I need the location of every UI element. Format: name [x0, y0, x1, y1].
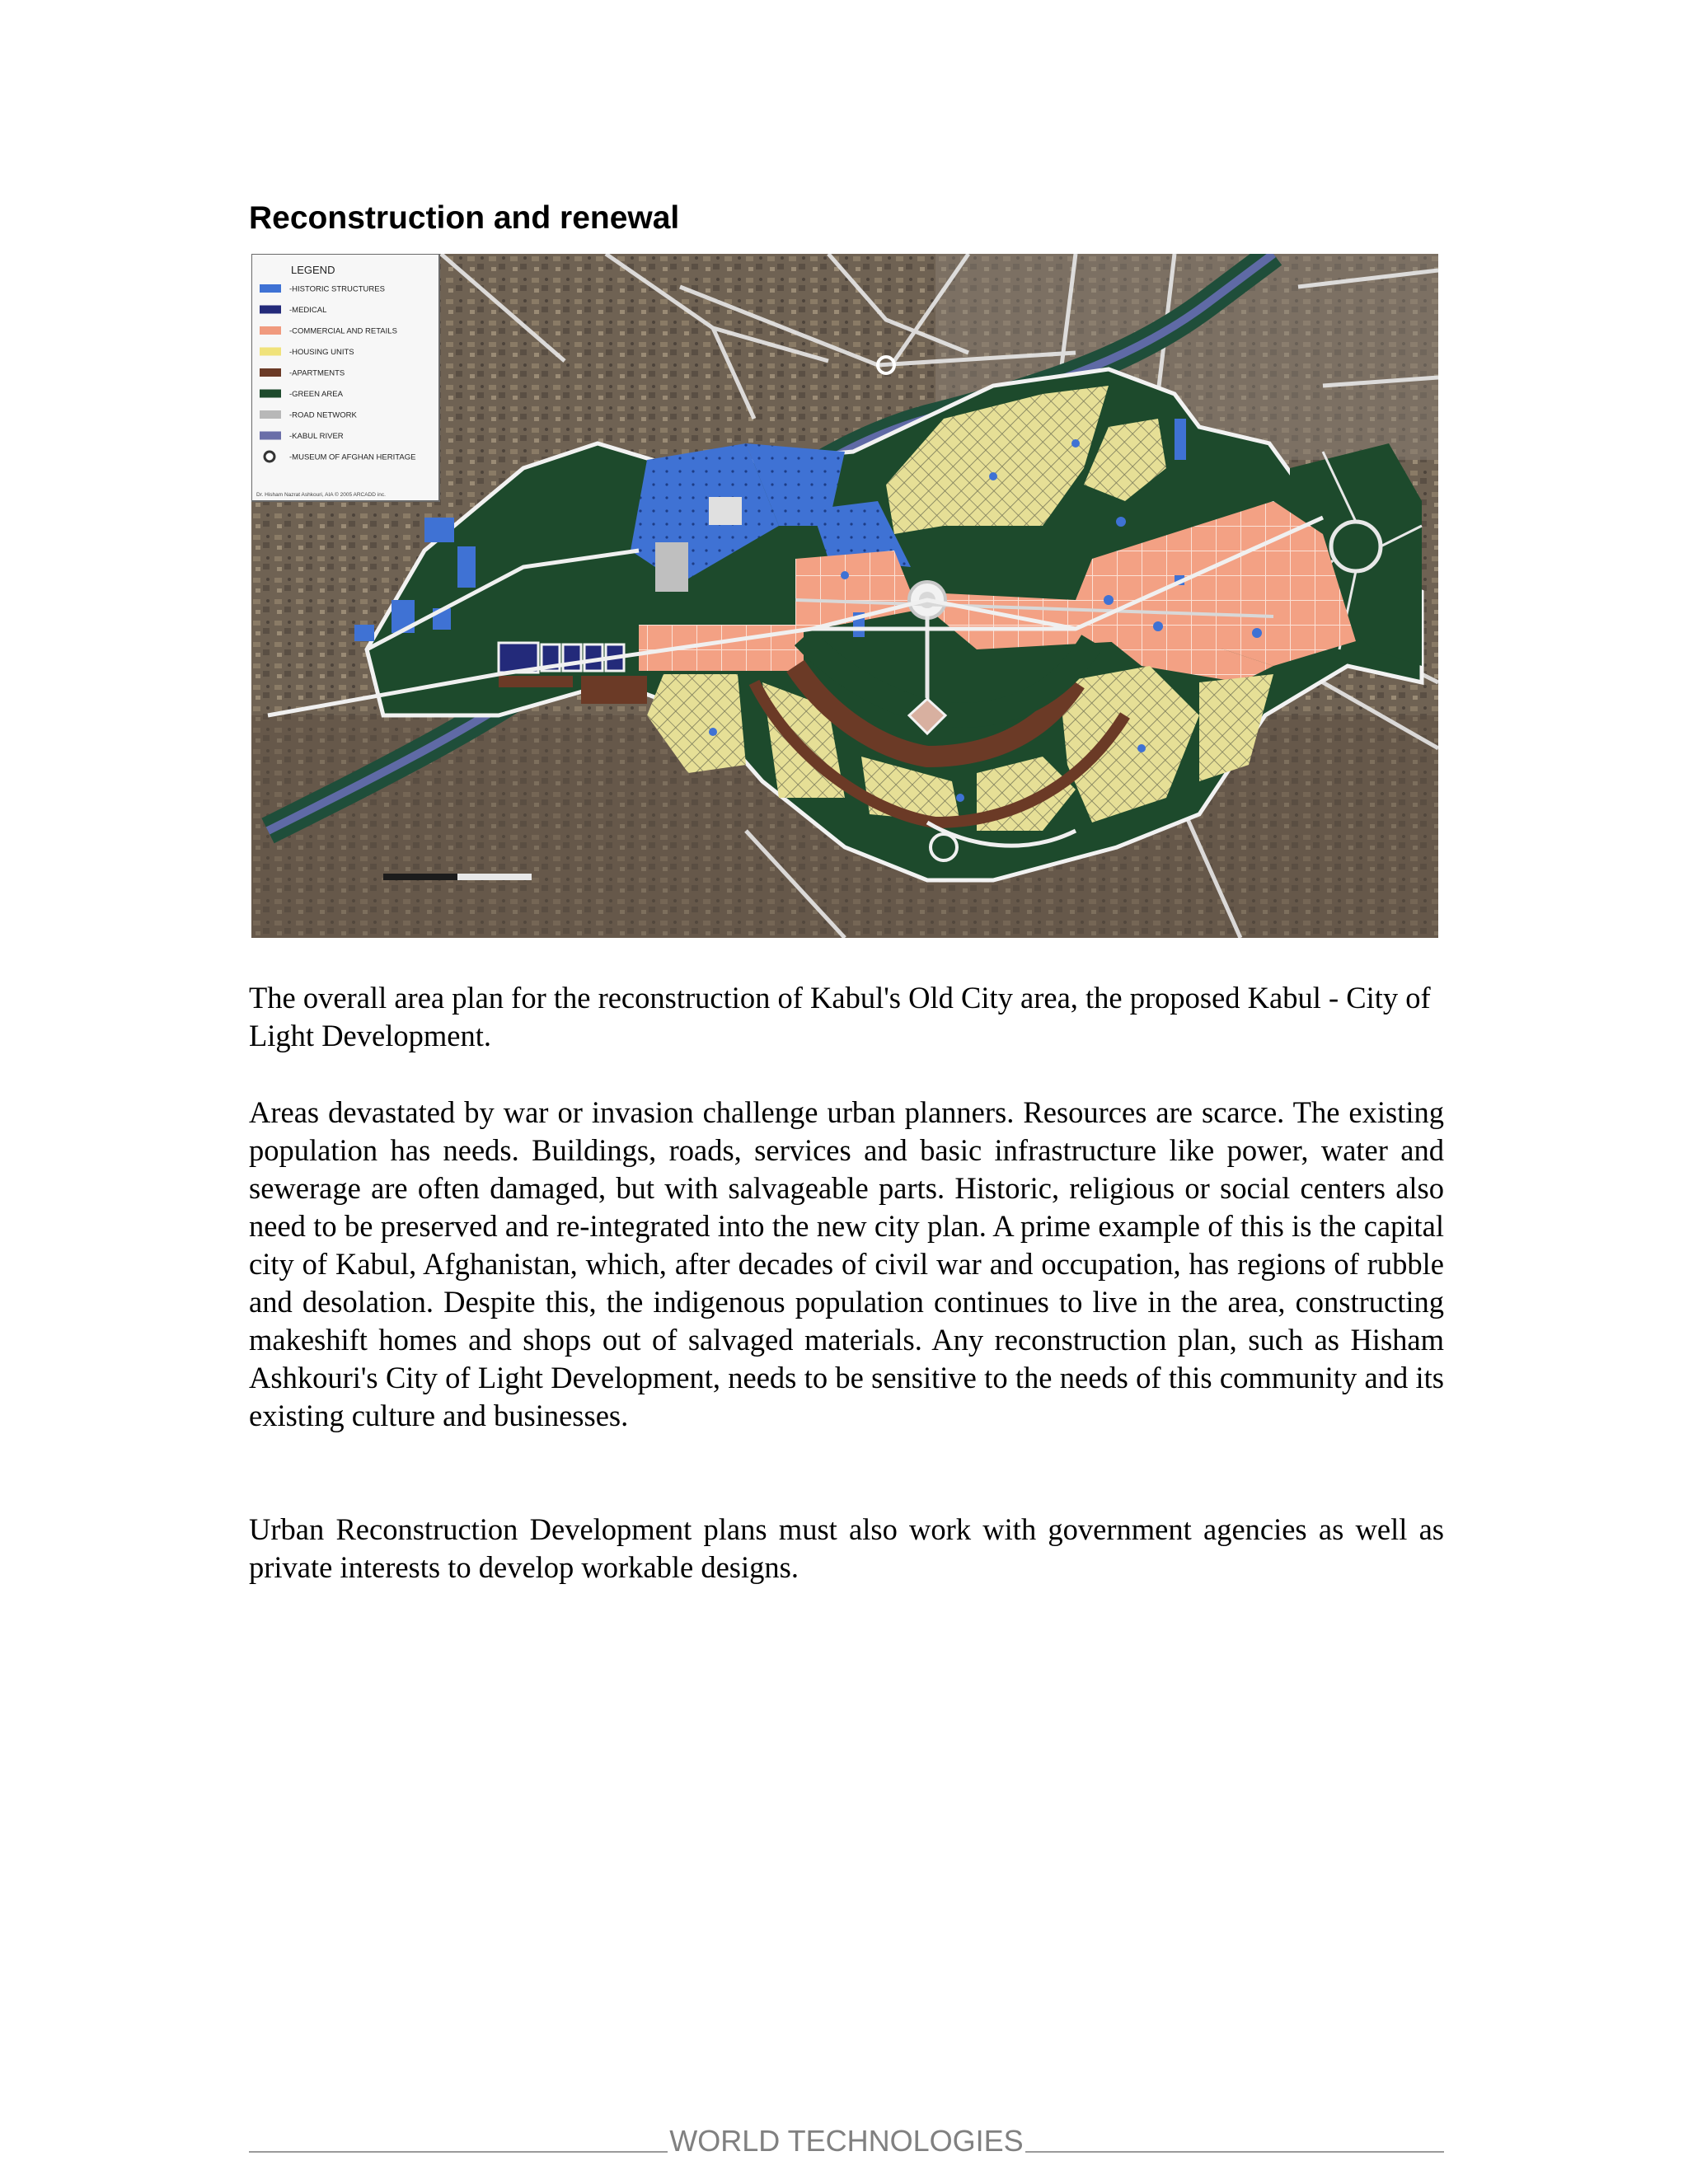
- legend-swatch: [260, 326, 281, 335]
- legend-label: -APARTMENTS: [289, 368, 345, 378]
- footer-text: WORLD TECHNOLOGIES: [669, 2124, 1024, 2158]
- body-paragraph: Areas devastated by war or invasion challenge urban planners. Resources are scarce. The existing population has needs. Buildings, roads, services and basic infrastructure like power, water and sewerage are often damaged, but with salvageable parts. Historic, religious or social centers also need to be preserved and re-integrated into the new city plan. A prime example of this is the capital city of Kabul, Afghanistan, which, after decades of civil war and occupation, has regions of rubble and desolation. Despite this, the indigenous population continues to live in the area, constructing makeshift homes and shops out of salvaged materials. Any reconstruction plan, such as Hisham Ashkouri's City of Light Development, needs to be sensitive to the needs of this community and its existing culture and businesses.: [249, 1095, 1444, 1432]
- legend-swatch: [260, 390, 281, 398]
- legend-item: [260, 410, 357, 420]
- legend-item: [260, 432, 344, 442]
- legend-label: -GREEN AREA: [289, 390, 343, 399]
- legend-item: [260, 390, 344, 400]
- section-heading: Reconstruction and renewal: [249, 200, 680, 236]
- legend-credit: Dr. Hisham Nazrat Ashkouri, AIA © 2005 ARCADD inc.: [256, 492, 386, 498]
- legend-swatch: [260, 348, 281, 356]
- legend-label: -MUSEUM OF AFGHAN HERITAGE: [289, 452, 416, 462]
- footer-rule-right: [1025, 2151, 1444, 2153]
- legend-swatch: [265, 452, 274, 462]
- legend-item: [260, 368, 345, 378]
- body-paragraph: Urban Reconstruction Development plans must also work with government agencies as well as private interests to develop workable designs.: [249, 1512, 1444, 1584]
- kabul-city-plan-map: [251, 254, 1438, 938]
- legend-swatch: [260, 432, 281, 440]
- legend-swatch: [260, 284, 281, 293]
- page-footer: [249, 2116, 1444, 2158]
- legend-label: -MEDICAL: [289, 306, 327, 315]
- legend-label: -ROAD NETWORK: [289, 410, 357, 420]
- legend-swatch: [260, 410, 281, 419]
- legend-swatch: [260, 306, 281, 314]
- legend-label: -COMMERCIAL AND RETAILS: [289, 326, 397, 336]
- legend-title: LEGEND: [291, 264, 335, 276]
- map-legend: [251, 254, 439, 501]
- legend-label: -HOUSING UNITS: [289, 348, 354, 357]
- legend-item: [260, 284, 385, 294]
- legend-item: [260, 306, 326, 316]
- legend-label: -KABUL RIVER: [289, 432, 344, 441]
- legend-item: [260, 348, 354, 358]
- figure-caption: The overall area plan for the reconstruction of Kabul's Old City area, the proposed Kabul - City of Light Development.: [249, 981, 1431, 1052]
- legend-item: [260, 326, 397, 336]
- legend-label: -HISTORIC STRUCTURES: [289, 284, 385, 294]
- legend-swatch: [260, 368, 281, 377]
- footer-rule-left: [249, 2151, 668, 2153]
